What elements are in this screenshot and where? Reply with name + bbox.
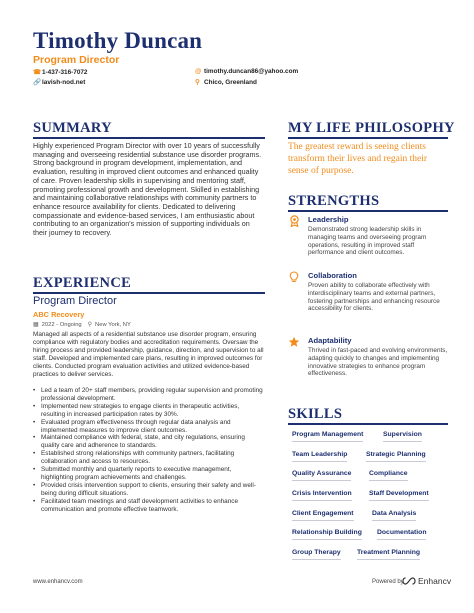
strength-description: Proven ability to collaborate effectively with interdisciplinary teams and external partners, fostering partnerships and enhancing resource accessibility for clients.: [308, 282, 440, 313]
strength-title: Collaboration: [308, 271, 357, 280]
skill-tag: Quality Assurance: [292, 470, 351, 481]
experience-bullet: • Led a team of 20+ staff members, providing regular supervision and promoting professional development.: [33, 387, 265, 403]
footer-powered-by: Powered by: [372, 579, 404, 585]
skill-tag: Staff Development: [369, 490, 429, 501]
calendar-icon: ▦: [33, 322, 39, 328]
summary-text: Highly experienced Program Director with over 10 years of successfully managing and overseeing residential substance use disorder programs. Strong background in program development, implementation, and evaluation, resulting in improved client outcomes and enhanced quality of care. Proven leadership skills in supervising and mentoring staff, promoting professional growth and development. Skilled in establishing and maintaining collaborative relationships with community partners to enhance resource availability for clients. Dedicated to delivering compassionate and evidence-based services, I am enthusiastic about contributing to an organization's mission of supporting individuals on their journey to recovery.: [33, 141, 262, 238]
skill-tag: Program Management: [292, 431, 363, 442]
at-icon: @: [195, 68, 202, 75]
experience-bullet: • Evaluated program effectiveness through regular data analysis and implemented measures to improve client outcomes.: [33, 419, 265, 435]
skill-tag: Supervision: [383, 431, 422, 442]
experience-bullet: • Maintained compliance with federal, state, and city regulations, ensuring quality care and adherence to standards.: [33, 434, 265, 450]
strength-description: Thrived in fast-paced and evolving environments, adapting quickly to changes and implementing innovative strategies to enhance program effectiveness.: [308, 347, 448, 378]
location-pin-icon: ⚲: [195, 79, 200, 86]
skill-tag: Treatment Planning: [357, 549, 420, 560]
experience-bullet: • Established strong relationships with community partners, facilitating collaboration and access to resources.: [33, 450, 265, 466]
phone-text: 1-437-316-7072: [42, 68, 88, 76]
candidate-name: Timothy Duncan: [33, 28, 203, 53]
strength-description: Demonstrated strong leadership skills in managing teams and overseeing program operations, resulting in improved staff performance and client outcomes.: [308, 226, 427, 257]
philosophy-divider: [288, 137, 448, 139]
skill-tag: Documentation: [377, 529, 426, 540]
skill-tag: Compliance: [369, 470, 408, 481]
contact-location: [195, 78, 257, 86]
strength-item: [288, 336, 448, 386]
strength-item: [288, 215, 448, 265]
skills-heading: SKILLS: [288, 406, 343, 422]
skill-tag: Relationship Building: [292, 529, 362, 540]
location-text: Chico, Greenland: [204, 78, 257, 86]
enhancv-logo-icon: [402, 577, 416, 585]
skill-tag: Crisis Intervention: [292, 490, 352, 501]
philosophy-heading: MY LIFE PHILOSOPHY: [288, 120, 455, 136]
experience-heading: EXPERIENCE: [33, 275, 132, 291]
experience-description: Managed all aspects of a residential substance use disorder program, ensuring compliance with regulatory bodies and accreditation requirements. Oversaw the hiring process and provided leadership, guidance, direction, and supervision to all staff. Developed and implemented care plans, resulting in improved outcomes for clients. Conducted program evaluation activities and utilized evidence-based practices to deliver services.: [33, 331, 264, 378]
summary-heading: SUMMARY: [33, 120, 112, 136]
experience-location: New York, NY: [95, 321, 131, 328]
experience-bullet: • Provided crisis intervention support to clients, ensuring their safety and well-being during difficult situations.: [33, 482, 265, 498]
experience-bullets: [33, 387, 265, 514]
skill-tag: Group Therapy: [292, 549, 341, 560]
experience-dates: 2022 - Ongoing: [41, 321, 82, 328]
strength-title: Leadership: [308, 215, 349, 224]
candidate-title: Program Director: [33, 54, 120, 66]
footer-brand-text: Enhancv: [418, 576, 452, 586]
strengths-divider: [288, 210, 448, 212]
skills-divider: [288, 423, 448, 425]
skill-tag: Strategic Planning: [366, 451, 426, 462]
skill-tag: Data Analysis: [372, 510, 416, 521]
experience-bullet: • Facilitated team meetings and staff development activities to enhance communication and promote effective teamwork.: [33, 498, 265, 514]
experience-role: Program Director: [33, 295, 117, 307]
experience-bullet: • Implemented new strategies to engage clients in therapeutic activities, resulting in increased participation rates by 30%.: [33, 403, 265, 419]
philosophy-quote: The greatest reward is seeing clients transform their lives and regain their sense of purpose.: [288, 142, 428, 176]
footer-url[interactable]: www.enhancv.com: [33, 579, 83, 585]
skill-tag: Team Leadership: [292, 451, 347, 462]
skill-tag: Client Engagement: [292, 510, 354, 521]
email-text: timothy.duncan86@yahoo.com: [204, 68, 299, 75]
contact-phone: [33, 68, 87, 76]
strength-title: Adaptability: [308, 336, 352, 345]
lightbulb-icon: [288, 271, 300, 286]
contact-email[interactable]: [195, 68, 298, 75]
summary-divider: [33, 137, 265, 139]
experience-divider: [33, 292, 265, 294]
website-text: lavish-nod.net: [42, 78, 86, 86]
footer-brand[interactable]: [402, 576, 451, 586]
star-icon: [288, 336, 300, 351]
award-icon: [288, 215, 300, 230]
location-pin-icon: ⚲: [87, 322, 93, 328]
strengths-heading: STRENGTHS: [288, 193, 380, 209]
link-icon: 🔗: [33, 79, 42, 86]
experience-meta: [33, 321, 131, 328]
contact-website[interactable]: [33, 78, 85, 86]
experience-bullet: • Submitted monthly and quarterly reports to executive management, highlighting program achievements and challenges.: [33, 466, 265, 482]
experience-company: ABC Recovery: [33, 310, 85, 319]
strength-item: [288, 271, 448, 326]
phone-icon: ☎: [33, 69, 42, 76]
